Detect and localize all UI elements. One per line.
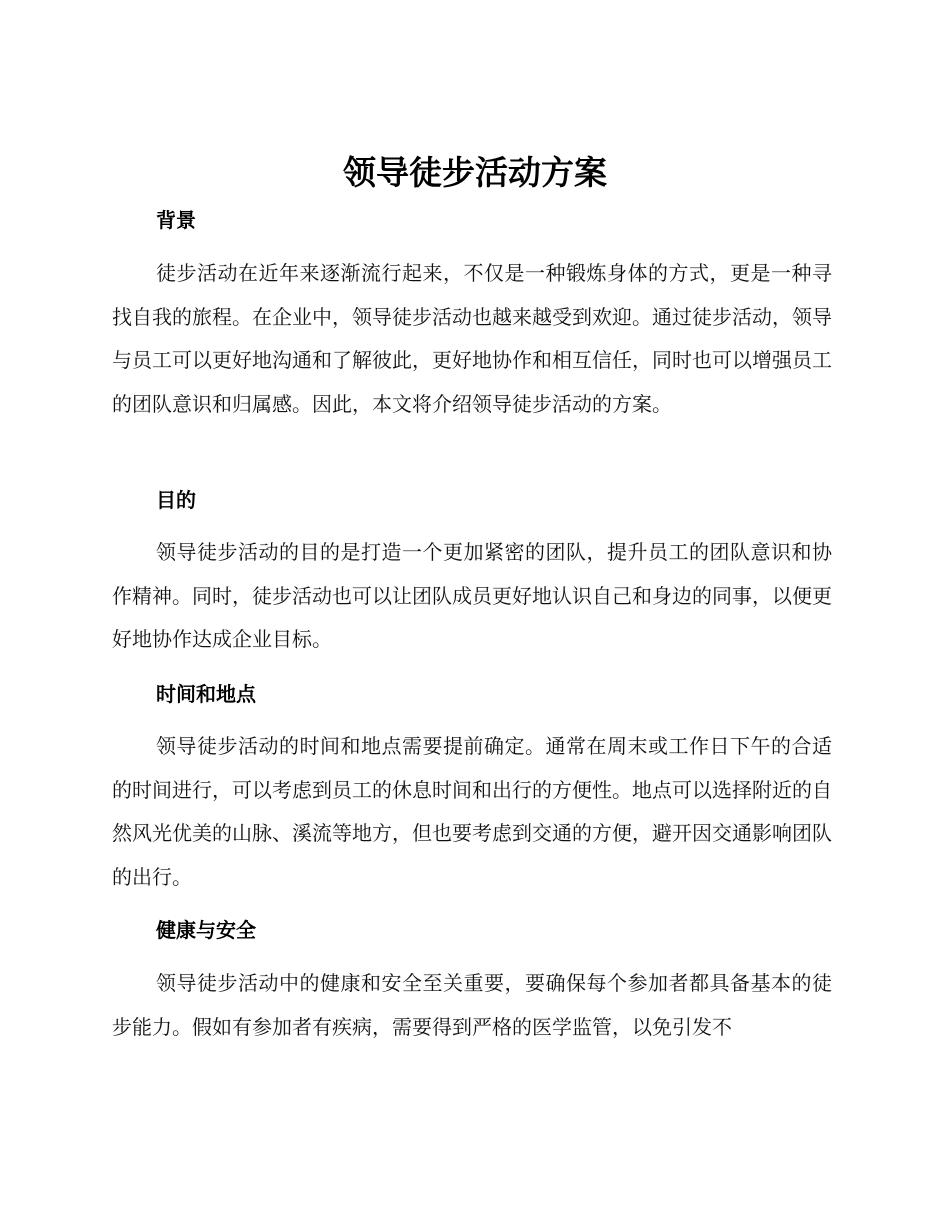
section-heading-health-safety: 健康与安全 bbox=[156, 918, 256, 942]
section-paragraph-time-place: 领导徒步活动的时间和地点需要提前确定。通常在周末或工作日下午的合适的时间进行，可以考虑到员工的休息时间和出行的方便性。地点可以选择附近的自然风光优美的山脉、溪流等地方，但也要考虑到交通的方便，避开因交通影响团队的出行。 bbox=[112, 734, 832, 889]
section-paragraph-health-safety: 领导徒步活动中的健康和安全至关重要，要确保每个参加者都具备基本的徒步能力。假如有参加者有疾病，需要得到严格的医学监管，以免引发不 bbox=[112, 971, 832, 1039]
document-title: 领导徒步活动方案 bbox=[343, 153, 607, 192]
section-heading-purpose: 目的 bbox=[156, 488, 196, 512]
section-paragraph-purpose: 领导徒步活动的目的是打造一个更加紧密的团队，提升员工的团队意识和协作精神。同时，徒步活动也可以让团队成员更好地认识自己和身边的同事，以便更好地协作达成企业目标。 bbox=[112, 540, 832, 651]
section-heading-time-place: 时间和地点 bbox=[156, 682, 256, 706]
section-heading-background: 背景 bbox=[156, 208, 196, 232]
section-paragraph-background: 徒步活动在近年来逐渐流行起来，不仅是一种锻炼身体的方式，更是一种寻找自我的旅程。在企业中，领导徒步活动也越来越受到欢迎。通过徒步活动，领导与员工可以更好地沟通和了解彼此，更好地协作和相互信任，同时也可以增强员工的团队意识和归属感。因此，本文将介绍领导徒步活动的方案。 bbox=[112, 261, 832, 416]
